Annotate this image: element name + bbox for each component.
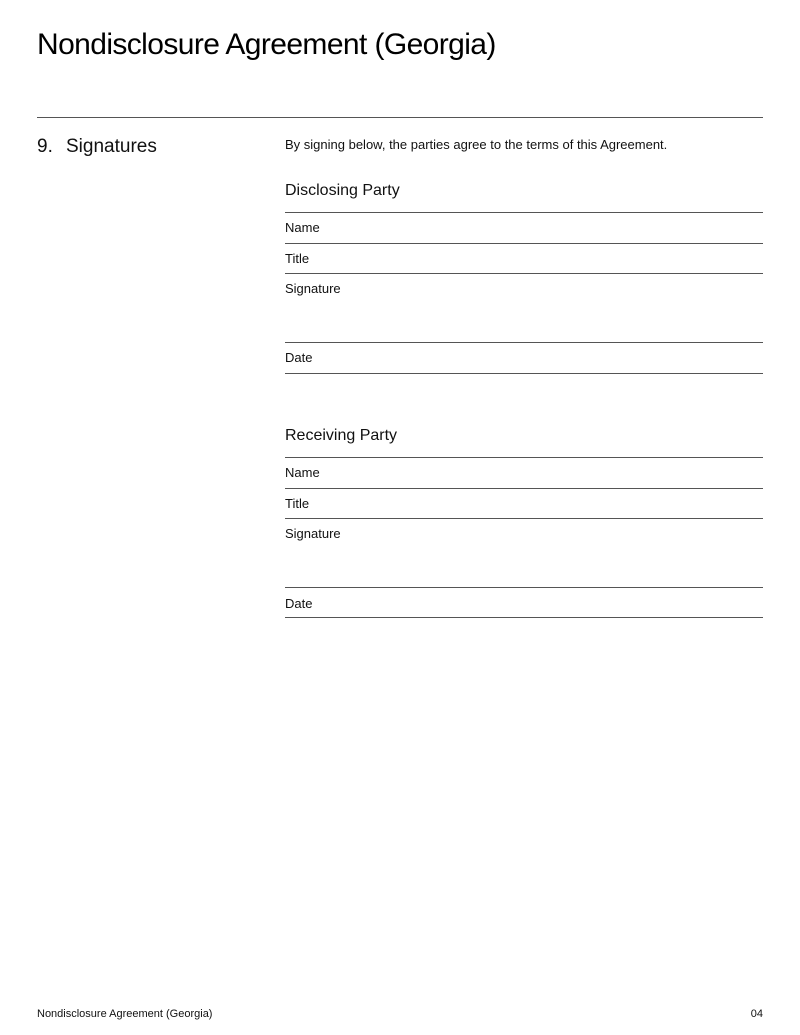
- divider: [285, 457, 763, 458]
- section-number: 9.: [37, 136, 53, 157]
- receiving-party-heading: Receiving Party: [285, 427, 398, 444]
- disclosing-party-heading: Disclosing Party: [285, 182, 400, 199]
- divider: [285, 488, 763, 489]
- divider: [285, 518, 763, 519]
- divider: [285, 587, 763, 588]
- section-title: Signatures: [66, 136, 157, 157]
- section-intro: By signing below, the parties agree to the terms of this Agreement.: [285, 137, 668, 152]
- footer-title: Nondisclosure Agreement (Georgia): [37, 1008, 213, 1020]
- receiving-date-field[interactable]: Date: [285, 596, 313, 611]
- header-divider: [37, 117, 763, 118]
- divider: [285, 373, 763, 374]
- disclosing-name-field[interactable]: Name: [285, 220, 320, 235]
- divider: [285, 273, 763, 274]
- page-number: 04: [750, 1008, 763, 1020]
- document-title: Nondisclosure Agreement (Georgia): [37, 28, 496, 61]
- divider: [285, 342, 763, 343]
- divider: [285, 617, 763, 618]
- disclosing-title-field[interactable]: Title: [285, 251, 310, 266]
- receiving-name-field[interactable]: Name: [285, 465, 320, 480]
- disclosing-date-field[interactable]: Date: [285, 350, 313, 365]
- receiving-title-field[interactable]: Title: [285, 496, 310, 511]
- divider: [285, 212, 763, 213]
- disclosing-signature-field[interactable]: Signature: [285, 281, 341, 296]
- divider: [285, 243, 763, 244]
- receiving-signature-field[interactable]: Signature: [285, 526, 341, 541]
